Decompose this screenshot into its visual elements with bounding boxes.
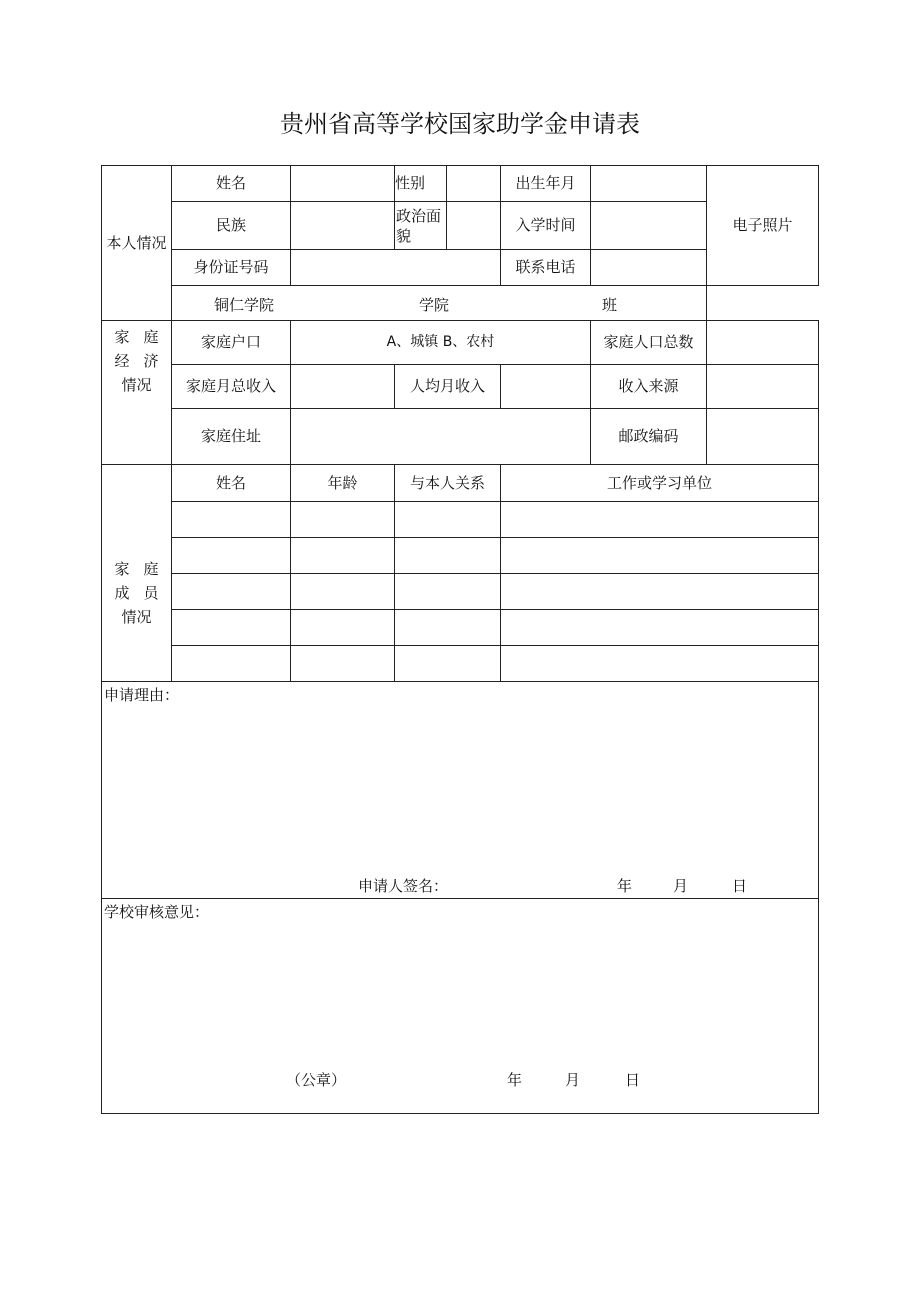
table-row — [102, 538, 819, 574]
member-age-cell[interactable] — [291, 502, 395, 538]
member-relation-cell[interactable] — [395, 502, 501, 538]
monthly-income-field[interactable] — [291, 365, 395, 409]
member-name-cell[interactable] — [172, 610, 291, 646]
review-day: 日 — [625, 1071, 641, 1089]
school-name: 铜仁学院 — [214, 296, 275, 314]
postcode-label: 邮政编码 — [591, 409, 707, 465]
school-class-row — [172, 286, 707, 321]
member-age-cell[interactable] — [291, 574, 395, 610]
political-label-cell — [395, 202, 447, 250]
member-workplace-cell[interactable] — [501, 502, 819, 538]
ethnicity-field[interactable] — [291, 202, 395, 250]
reason-year: 年 — [617, 877, 633, 895]
reason-month: 月 — [673, 877, 689, 895]
members-section-label: 家庭 成员 情况 — [102, 465, 172, 682]
political-field[interactable] — [447, 202, 501, 250]
member-header-age: 年龄 — [291, 465, 395, 502]
review-year: 年 — [507, 1071, 523, 1089]
population-field[interactable] — [707, 321, 819, 365]
member-header-relation: 与本人关系 — [395, 465, 501, 502]
member-workplace-cell[interactable] — [501, 646, 819, 682]
name-label: 姓名 — [172, 166, 291, 202]
review-label: 学校审核意见： — [104, 903, 210, 921]
signature-label: 申请人签名： — [358, 877, 449, 895]
member-age-cell[interactable] — [291, 538, 395, 574]
member-header-name: 姓名 — [172, 465, 291, 502]
monthly-income-label: 家庭月总收入 — [172, 365, 291, 409]
member-name-cell[interactable] — [172, 538, 291, 574]
review-month: 月 — [565, 1071, 581, 1089]
member-name-cell[interactable] — [172, 574, 291, 610]
economy-section-label: 家庭 经济 情况 — [102, 321, 172, 465]
seal-label: （公章） — [286, 1071, 347, 1089]
member-name-cell[interactable] — [172, 646, 291, 682]
id-field[interactable] — [291, 250, 501, 286]
college-label: 学院 — [419, 296, 450, 314]
member-relation-cell[interactable] — [395, 574, 501, 610]
ethnicity-label: 民族 — [172, 202, 291, 250]
reason-box[interactable] — [102, 682, 819, 899]
member-age-cell[interactable] — [291, 646, 395, 682]
application-form — [101, 165, 819, 1114]
member-age-cell[interactable] — [291, 610, 395, 646]
table-row — [102, 646, 819, 682]
phone-label: 联系电话 — [501, 250, 591, 286]
population-label: 家庭人口总数 — [591, 321, 707, 365]
photo-label: 电子照片 — [732, 216, 793, 235]
name-field[interactable] — [291, 166, 395, 202]
enroll-field[interactable] — [591, 202, 707, 250]
reason-label: 申请理由： — [104, 686, 180, 704]
member-workplace-cell[interactable] — [501, 538, 819, 574]
member-workplace-cell[interactable] — [501, 574, 819, 610]
personal-section-label: 本人情况 — [102, 166, 172, 321]
birth-field[interactable] — [591, 166, 707, 202]
per-capita-field[interactable] — [501, 365, 591, 409]
enroll-label: 入学时间 — [501, 202, 591, 250]
address-label: 家庭住址 — [172, 409, 291, 465]
gender-label: 性别 — [395, 166, 447, 202]
address-field[interactable] — [291, 409, 591, 465]
gender-field[interactable] — [447, 166, 501, 202]
member-relation-cell[interactable] — [395, 538, 501, 574]
postcode-field[interactable] — [707, 409, 819, 465]
hukou-options[interactable]: A、城镇 B、农村 — [291, 321, 591, 365]
hukou-label: 家庭户口 — [172, 321, 291, 365]
phone-field[interactable] — [591, 250, 707, 286]
table-row — [102, 610, 819, 646]
photo-box[interactable] — [707, 166, 819, 286]
table-row — [102, 574, 819, 610]
birth-label: 出生年月 — [501, 166, 591, 202]
income-source-field[interactable] — [707, 365, 819, 409]
member-header-workplace: 工作或学习单位 — [501, 465, 819, 502]
member-relation-cell[interactable] — [395, 646, 501, 682]
per-capita-label: 人均月收入 — [395, 365, 501, 409]
member-workplace-cell[interactable] — [501, 610, 819, 646]
page-title: 贵州省高等学校国家助学金申请表 — [280, 110, 640, 138]
class-label: 班 — [602, 296, 618, 314]
income-source-label: 收入来源 — [591, 365, 707, 409]
table-row — [102, 502, 819, 538]
id-label: 身份证号码 — [172, 250, 291, 286]
review-box[interactable] — [102, 899, 819, 1114]
reason-day: 日 — [732, 877, 748, 895]
political-label: 政治面貌 — [396, 206, 442, 245]
member-relation-cell[interactable] — [395, 610, 501, 646]
member-name-cell[interactable] — [172, 502, 291, 538]
